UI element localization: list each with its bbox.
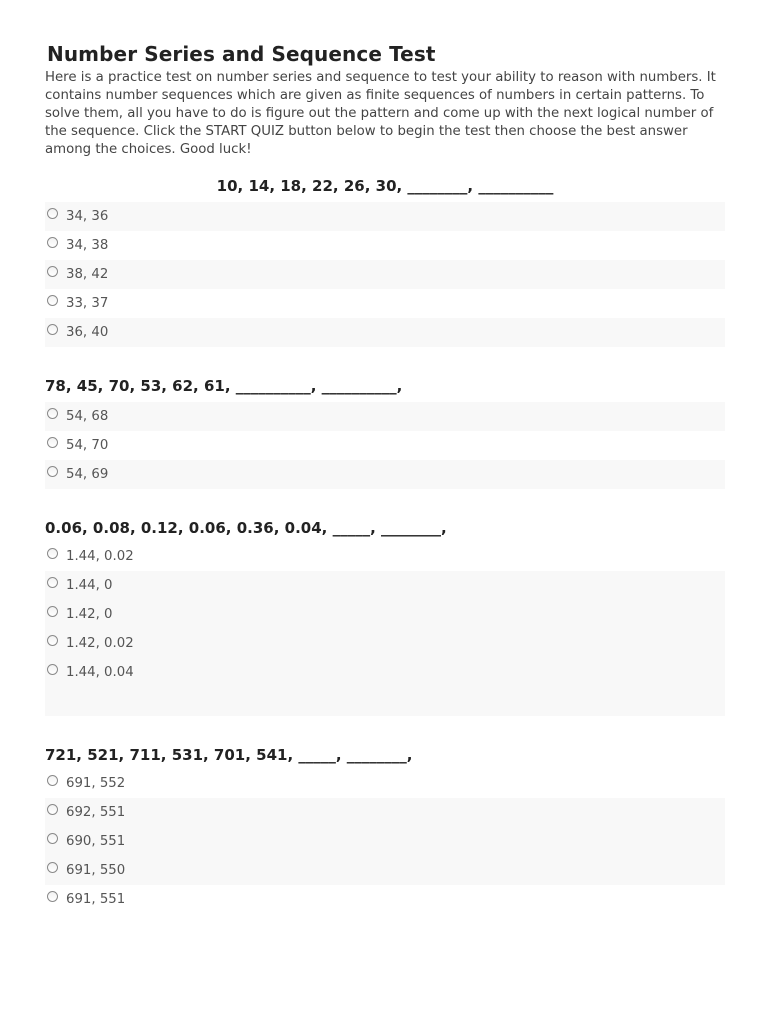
answer-label: 1.42, 0 (66, 606, 113, 622)
answer-label: 691, 551 (66, 891, 126, 907)
answer-label: 1.42, 0.02 (66, 635, 134, 651)
answer-option[interactable] (45, 827, 725, 856)
intro-paragraph: Here is a practice test on number series and sequence to test your ability to reason with numbers. It contains number sequences which are given as finite sequences of numbers in certain patterns. To solve them, all you have to do is figure out the pattern and come up with the next logical number of the sequence. Click the START QUIZ button below to begin the test then choose the best answer among the choices. Good luck! (45, 70, 716, 157)
question-4 (45, 744, 725, 914)
radio-button[interactable] (47, 208, 58, 219)
radio-button[interactable] (47, 775, 58, 786)
answer-label: 33, 37 (66, 295, 109, 311)
answer-option[interactable] (45, 885, 725, 914)
radio-button[interactable] (47, 324, 58, 335)
question-1 (45, 175, 725, 347)
option-block-background (45, 687, 725, 716)
answer-label: 34, 36 (66, 208, 109, 224)
answer-option[interactable] (45, 460, 725, 489)
answer-label: 691, 550 (66, 862, 126, 878)
question-text: 10, 14, 18, 22, 26, 30, ________, __________ (216, 177, 554, 195)
answer-option[interactable] (45, 571, 725, 600)
radio-button[interactable] (47, 266, 58, 277)
radio-button[interactable] (47, 833, 58, 844)
question-text: 721, 521, 711, 531, 701, 541, _____, ________, (45, 746, 413, 764)
answer-label: 54, 68 (66, 408, 109, 424)
radio-button[interactable] (47, 891, 58, 902)
answer-label: 1.44, 0.02 (66, 548, 134, 564)
answer-option[interactable] (45, 202, 725, 231)
radio-button[interactable] (47, 664, 58, 675)
answer-option[interactable] (45, 260, 725, 289)
answer-option[interactable] (45, 856, 725, 885)
radio-button[interactable] (47, 635, 58, 646)
answer-label: 34, 38 (66, 237, 109, 253)
radio-button[interactable] (47, 408, 58, 419)
radio-button[interactable] (47, 437, 58, 448)
radio-button[interactable] (47, 237, 58, 248)
answer-label: 692, 551 (66, 804, 126, 820)
question-3 (45, 517, 725, 716)
radio-button[interactable] (47, 577, 58, 588)
question-text: 78, 45, 70, 53, 62, 61, __________, __________, (45, 377, 403, 395)
radio-button[interactable] (47, 862, 58, 873)
answer-label: 1.44, 0 (66, 577, 113, 593)
page-title: Number Series and Sequence Test (47, 42, 436, 66)
answer-option[interactable] (45, 629, 725, 658)
answer-option[interactable] (45, 431, 725, 460)
answer-option[interactable] (45, 658, 725, 687)
answer-option[interactable] (45, 600, 725, 629)
answer-label: 691, 552 (66, 775, 126, 791)
answer-option[interactable] (45, 318, 725, 347)
answer-option[interactable] (45, 289, 725, 318)
radio-button[interactable] (47, 804, 58, 815)
answer-option[interactable] (45, 542, 725, 571)
radio-button[interactable] (47, 295, 58, 306)
question-2 (45, 375, 725, 489)
radio-button[interactable] (47, 466, 58, 477)
answer-option[interactable] (45, 402, 725, 431)
question-text: 0.06, 0.08, 0.12, 0.06, 0.36, 0.04, _____, ________, (45, 519, 447, 537)
answer-label: 690, 551 (66, 833, 126, 849)
radio-button[interactable] (47, 606, 58, 617)
answer-label: 1.44, 0.04 (66, 664, 134, 680)
answer-option[interactable] (45, 798, 725, 827)
answer-label: 54, 70 (66, 437, 109, 453)
answer-label: 36, 40 (66, 324, 109, 340)
radio-button[interactable] (47, 548, 58, 559)
quiz-page (45, 40, 725, 914)
answer-label: 38, 42 (66, 266, 109, 282)
answer-label: 54, 69 (66, 466, 109, 482)
answer-option[interactable] (45, 231, 725, 260)
answer-option[interactable] (45, 769, 725, 798)
